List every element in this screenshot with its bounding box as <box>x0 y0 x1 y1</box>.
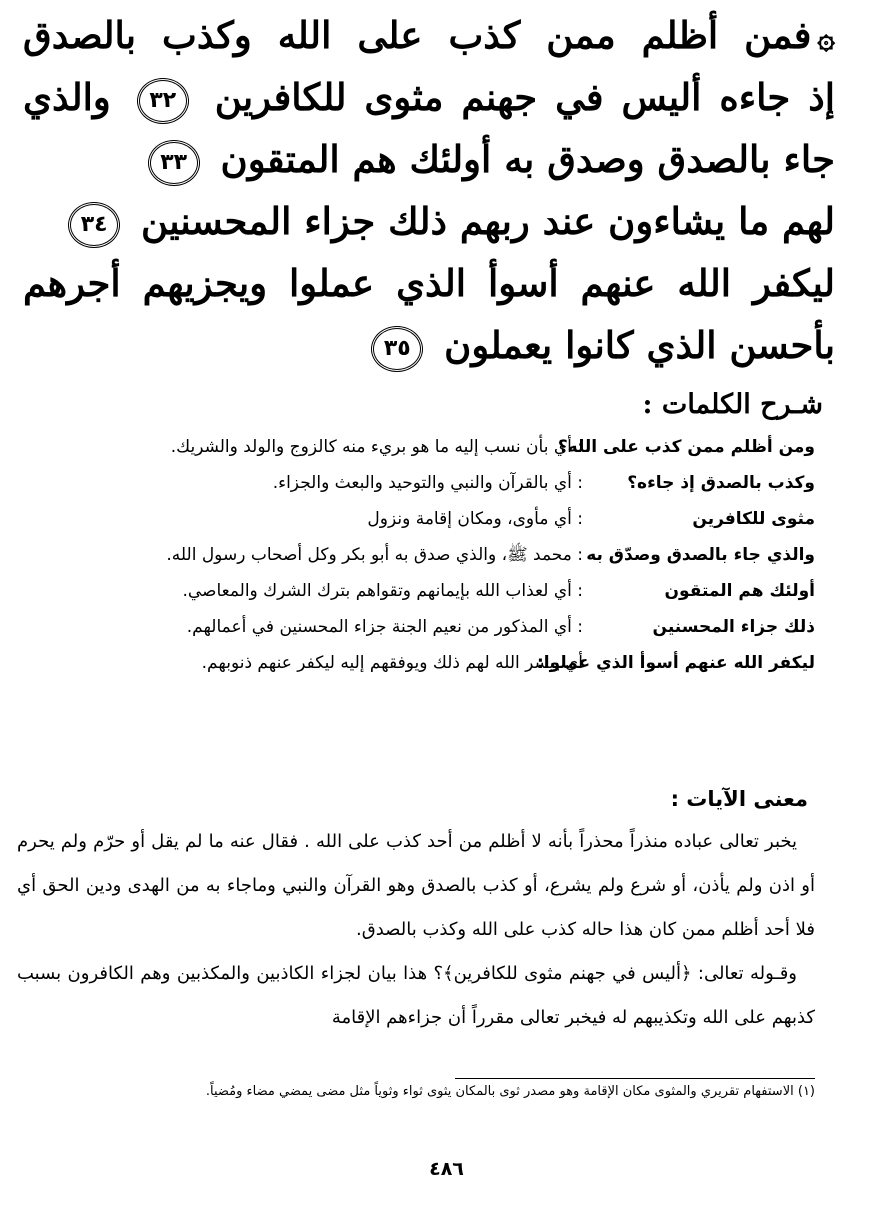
verse-line <box>23 66 835 128</box>
commentary-body <box>17 820 815 1040</box>
glossary-definition: : أي لعذاب الله بإيمانهم وتقواهم بترك الشرك والمعاصي. <box>182 581 583 601</box>
glossary-term: ومن أظلم ممن كذب على الله؟ <box>557 437 815 457</box>
verse-text: إذ جاءه أليس في جهنم مثوى للكافرين <box>214 75 835 119</box>
verse-text: لهم ما يشاءون عند ربهم ذلك جزاء المحسنين <box>141 199 835 243</box>
glossary-term: أولئك هم المتقون <box>664 581 815 601</box>
glossary-row <box>15 430 815 464</box>
glossary-term: وكذب بالصدق إذ جاءه؟ <box>627 473 815 493</box>
glossary-row <box>15 466 815 500</box>
verse-line <box>23 128 835 190</box>
glossary-term: ليكفر الله عنهم أسوأ الذي عملوا: <box>536 653 815 673</box>
glossary-definition: : أي بأن نسب إليه ما هو بريء منه كالزوج والولد والشريك. <box>170 437 583 457</box>
verse-line <box>23 4 835 66</box>
quran-verses <box>23 4 835 376</box>
glossary-term: مثوى للكافرين <box>692 509 815 529</box>
commentary-paragraph: وقـوله تعالى: ﴿أليس في جهنم مثوى للكافرين﴾؟ هذا بيان لجزاء الكاذبين والمكذبين وهم الكافرون بسبب كذبهم على الله وتكذيبهم له فيخبر تعالى مقرراً أن جزاءهم الإقامة <box>17 963 815 1028</box>
footnote-divider <box>455 1078 815 1079</box>
glossary-row <box>15 502 815 536</box>
footnote: (١) الاستفهام تقريري والمثوى مكان الإقامة وهو مصدر ثوى بالمكان يثوى ثواء وثوياً مثل مضى يمضي مضاء ومُضياً. <box>205 1084 815 1099</box>
verse-number-marker: ٣٣ <box>148 140 200 186</box>
glossary-row <box>15 574 815 608</box>
verse-line <box>23 252 835 314</box>
glossary-row <box>15 646 815 680</box>
glossary-heading: شـرح الكلمات : <box>642 389 823 420</box>
glossary-definition: : محمد ﷺ، والذي صدق به أبو بكر وكل أصحاب رسول الله. <box>166 545 583 565</box>
glossary-definition: : أي المذكور من نعيم الجنة جزاء المحسنين في أعمالهم. <box>186 617 583 637</box>
verse-text: ليكفر الله عنهم أسوأ الذي عملوا ويجزيهم أجرهم <box>23 261 835 305</box>
verse-line <box>23 314 835 376</box>
verse-number-marker: ٣٥ <box>371 326 423 372</box>
page-number: ٤٨٦ <box>429 1158 464 1180</box>
verse-number-marker: ٣٤ <box>68 202 120 248</box>
glossary-row <box>15 538 815 572</box>
glossary-definition: : أي مأوى، ومكان إقامة ونزول <box>367 509 583 529</box>
glossary-definition: : أي بالقرآن والنبي والتوحيد والبعث والجزاء. <box>272 473 583 493</box>
hizb-star-icon: ۞ <box>817 20 835 56</box>
meaning-heading: معنى الآيات : <box>670 787 808 811</box>
verse-line <box>23 190 835 252</box>
verse-text: بأحسن الذي كانوا يعملون <box>444 323 835 367</box>
verse-text: فمن أظلم ممن كذب على الله وكذب بالصدق <box>23 13 812 57</box>
glossary-term: ذلك جزاء المحسنين <box>652 617 815 637</box>
glossary-list <box>15 430 815 682</box>
glossary-term: والذي جاء بالصدق وصدّق به <box>586 545 815 565</box>
glossary-row <box>15 610 815 644</box>
verse-number-marker: ٣٢ <box>137 78 189 124</box>
glossary-definition: أي ييسر الله لهم ذلك ويوفقهم إليه ليكفر عنهم ذنوبهم. <box>201 653 583 673</box>
commentary-paragraph: يخبر تعالى عباده منذراً محذراً بأنه لا أظلم من أحد كذب على الله . فقال عنه ما لم يقل أو حرّم ولم يحرم أو اذن ولم يأذن، أو شرع ولم يشرع، أو كذب بالصدق وهو القرآن والنبي وماجاء به من الهدى ودين الحق أي فلا أحد أظلم ممن كان هذا حاله كذب على الله وكذب بالصدق. <box>17 831 815 940</box>
verse-text: جاء بالصدق وصدق به أولئك هم المتقون <box>220 137 835 181</box>
verse-text: والذي <box>23 75 111 119</box>
